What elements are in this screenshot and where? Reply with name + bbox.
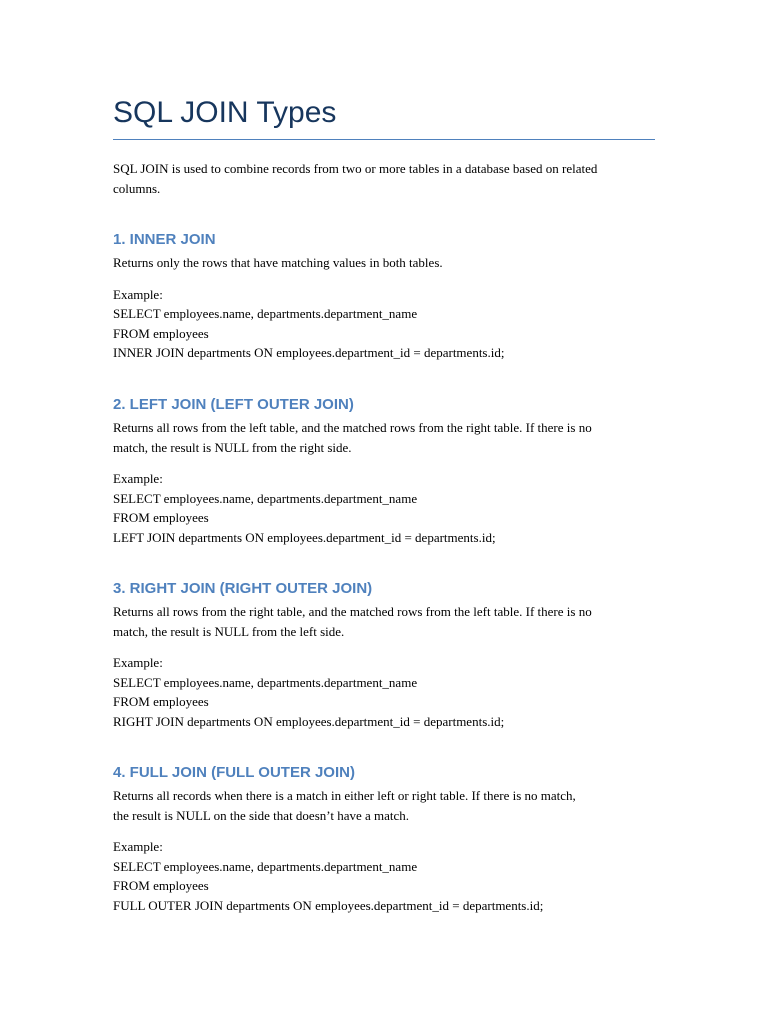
intro-line: columns. [113, 180, 161, 196]
code-line: FROM employees [113, 878, 209, 893]
example-block [113, 653, 655, 731]
section-heading: 2. LEFT JOIN (LEFT OUTER JOIN) [113, 396, 354, 413]
section-heading: 3. RIGHT JOIN (RIGHT OUTER JOIN) [113, 580, 373, 597]
code-line: FROM employees [113, 510, 209, 525]
section-inner-join [113, 230, 655, 363]
title-underline [113, 139, 655, 140]
code-line: SELECT employees.name, departments.department_name [113, 674, 418, 690]
code-line: FROM employees [113, 694, 209, 709]
code-line: FULL OUTER JOIN departments ON employees.department_id = departments.id; [113, 897, 544, 913]
example-label: Example: [113, 839, 163, 854]
description-line: Returns only the rows that have matching values in both tables. [113, 255, 443, 270]
code-line: RIGHT JOIN departments ON employees.department_id = departments.id; [113, 713, 505, 729]
description-line: Returns all rows from the left table, and the matched rows from the right table. If there is no [113, 420, 592, 435]
example-block [113, 285, 655, 363]
document-title: SQL JOIN Types [113, 96, 337, 129]
example-label: Example: [113, 655, 163, 670]
code-line: SELECT employees.name, departments.department_name [113, 490, 418, 506]
code-line: SELECT employees.name, departments.department_name [113, 858, 418, 874]
description-line: match, the result is NULL from the left side. [113, 623, 345, 639]
code-line: FROM employees [113, 325, 209, 341]
description-line: match, the result is NULL from the right side. [113, 439, 352, 455]
example-label: Example: [113, 471, 163, 486]
section-right-join [113, 579, 655, 731]
description-line: Returns all records when there is a match in either left or right table. If there is no match, [113, 788, 576, 803]
description-line: Returns all rows from the right table, and the matched rows from the left table. If there is no [113, 604, 592, 619]
section-full-join [113, 763, 655, 915]
example-label: Example: [113, 286, 163, 302]
intro-line: SQL JOIN is used to combine records from two or more tables in a database based on related [113, 161, 598, 176]
code-line: INNER JOIN departments ON employees.department_id = departments.id; [113, 345, 505, 360]
section-left-join [113, 395, 655, 547]
example-block [113, 837, 655, 915]
example-block [113, 469, 655, 547]
code-line: LEFT JOIN departments ON employees.department_id = departments.id; [113, 529, 496, 545]
code-line: SELECT employees.name, departments.department_name [113, 306, 418, 321]
intro-paragraph [113, 159, 597, 198]
section-heading: 1. INNER JOIN [113, 231, 216, 248]
section-heading: 4. FULL JOIN (FULL OUTER JOIN) [113, 764, 355, 781]
description-line: the result is NULL on the side that doesn’t have a match. [113, 807, 410, 823]
